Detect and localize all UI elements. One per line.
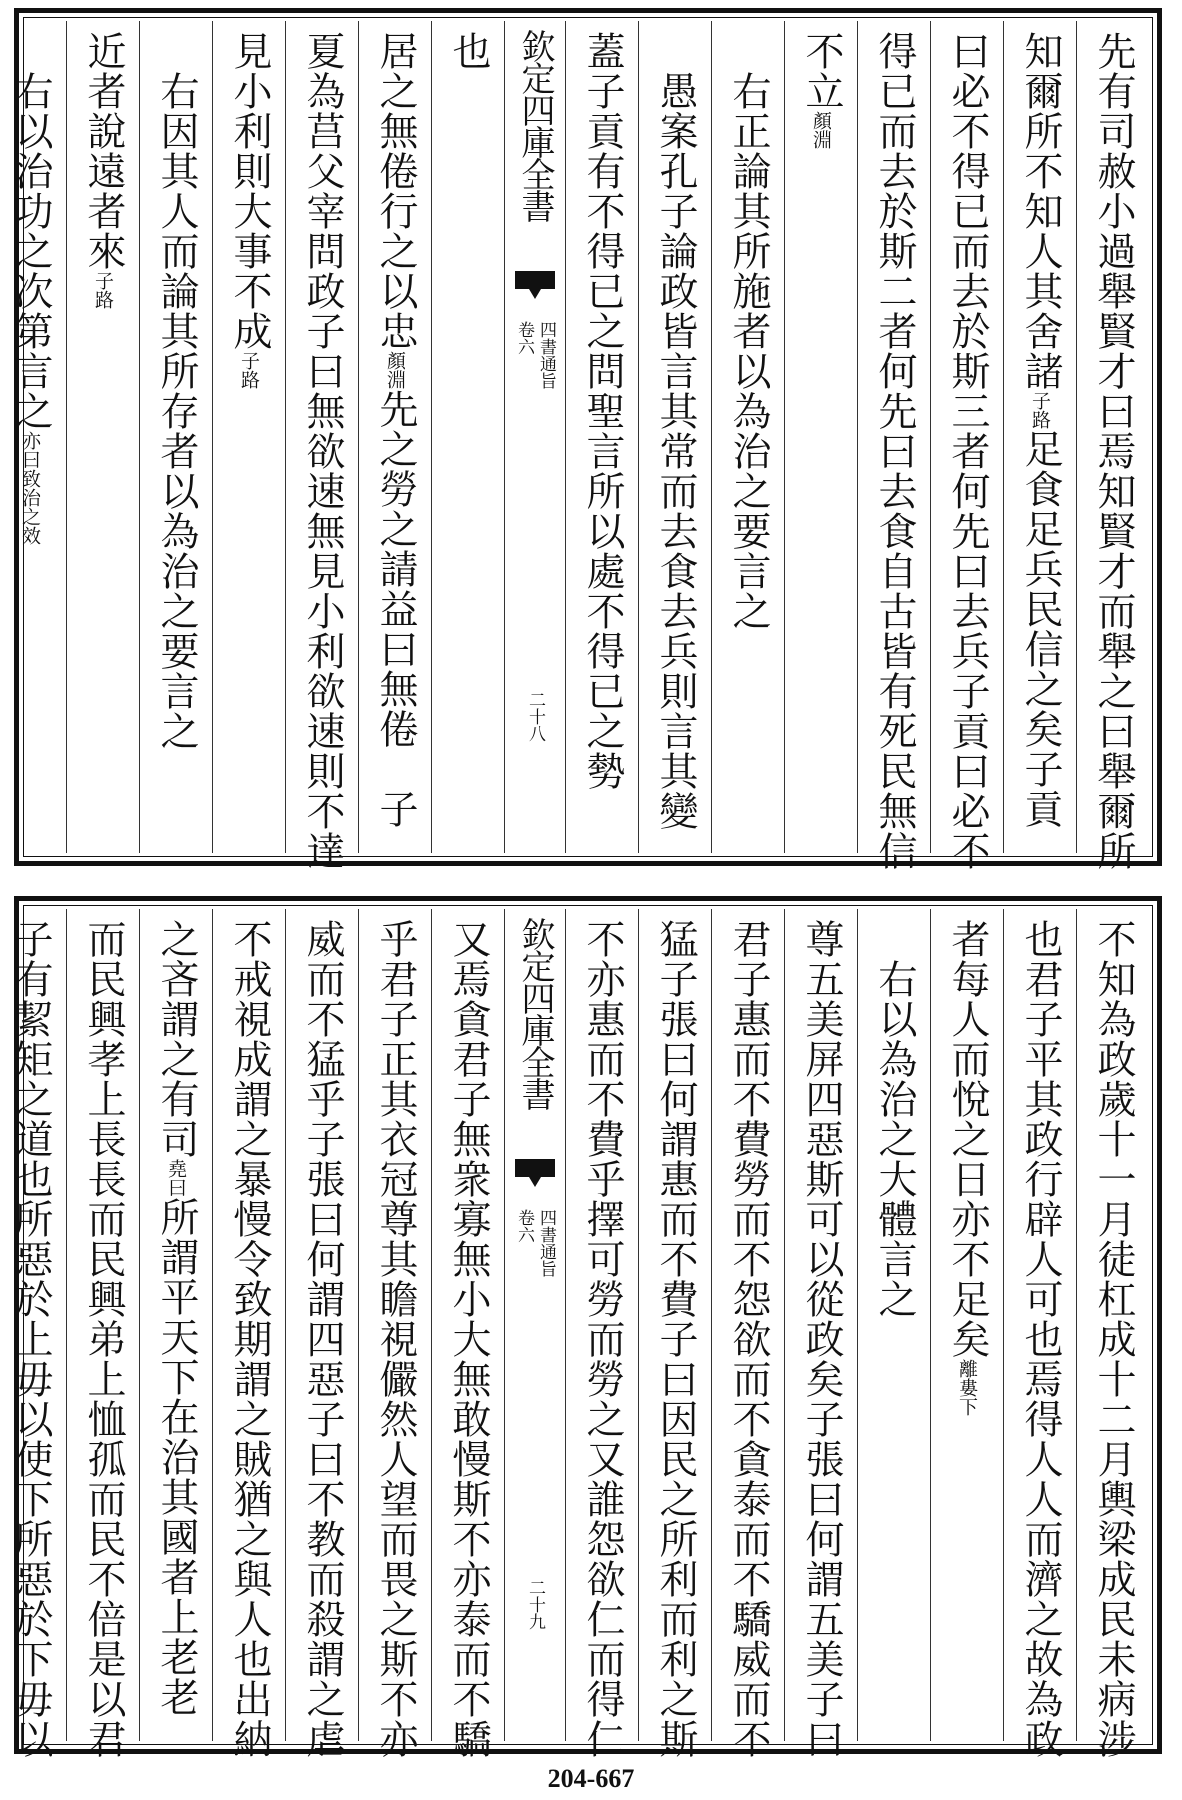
column-main-text: 右正論其所施者以為治之要言之	[726, 71, 771, 631]
column-annotation: 亦曰致治之效	[19, 431, 41, 545]
column-text	[566, 31, 638, 791]
column-main-text: 先有司赦小過舉賢才曰焉知賢才而舉之曰舉爾所	[1091, 31, 1136, 871]
column-text	[213, 919, 285, 1759]
text-column	[565, 909, 638, 1759]
column-text	[931, 31, 1003, 871]
text-column	[139, 909, 212, 1741]
column-main-text: 猛子張曰何謂惠而不費子曰因民之所利而利之斯	[653, 919, 698, 1759]
column-text	[785, 31, 857, 149]
text-column	[1003, 909, 1076, 1759]
lower-columns	[8, 909, 1149, 1759]
book-subtitle	[511, 321, 559, 389]
column-text	[785, 919, 857, 1759]
center-margin-column	[504, 21, 565, 853]
column-text	[639, 919, 711, 1759]
text-column	[857, 909, 930, 1741]
fish-tail-mark	[515, 1159, 555, 1177]
book-title: 欽定四庫全書	[515, 917, 555, 1109]
column-main-text: 知爾所不知人其舍諸	[1018, 31, 1063, 391]
column-text	[1077, 31, 1149, 871]
book-subtitle-name: 四書通旨	[536, 1209, 556, 1277]
column-main-text: 曰必不得已而去於斯三者何先曰去兵子貢曰必不	[945, 31, 990, 871]
column-text	[0, 71, 66, 545]
column-text	[286, 31, 358, 871]
column-text	[931, 919, 1003, 1416]
column-main-text: 而民興孝上長長而民興弟上恤孤而民不倍是以君	[81, 919, 126, 1759]
column-text	[858, 959, 930, 1319]
column-text	[359, 919, 431, 1759]
column-main-text: 也君子平其政行辟人可也焉得人人而濟之故為政	[1018, 919, 1063, 1759]
column-main-text: 居之無倦行之以忠	[373, 31, 418, 351]
text-column	[139, 21, 212, 853]
column-main-text: 右以治功之次第言之	[8, 71, 53, 431]
column-main-text: 近者說遠者來	[81, 31, 126, 271]
column-text	[67, 31, 139, 309]
book-subtitle-volume: 卷六	[514, 321, 534, 355]
column-continued-text: 所謂平天下在治其國者上老老	[154, 1197, 199, 1717]
column-main-text: 威而不猛乎子張曰何謂四惡子曰不教而殺謂之虐	[300, 919, 345, 1759]
column-text	[858, 31, 930, 871]
column-annotation: 子路	[1029, 391, 1051, 429]
text-column	[358, 909, 431, 1759]
column-annotation: 子路	[238, 351, 260, 389]
text-column	[638, 909, 711, 1759]
column-annotation: 顏淵	[384, 351, 406, 389]
column-main-text: 尊五美屏四惡斯可以從政矣子張曰何謂五美子曰	[799, 919, 844, 1759]
column-main-text: 右以為治之大體言之	[872, 959, 917, 1319]
upper-page	[8, 8, 1162, 871]
column-main-text: 君子惠而不費勞而不怨欲而不貪泰而不驕威而不	[726, 919, 771, 1759]
text-column	[784, 909, 857, 1759]
column-text	[1004, 31, 1076, 829]
column-main-text: 也	[446, 31, 491, 71]
page-number: 204-667	[547, 1764, 635, 1793]
column-text	[140, 919, 212, 1717]
text-column	[565, 21, 638, 853]
text-column	[711, 21, 784, 853]
book-subtitle-volume: 卷六	[514, 1209, 534, 1243]
column-main-text: 見小利則大事不成	[227, 31, 272, 351]
text-column	[930, 909, 1003, 1741]
column-text	[712, 919, 784, 1759]
text-column	[1003, 21, 1076, 853]
column-main-text: 不亦惠而不費乎擇可勞而勞之又誰怨欲仁而得仁	[580, 919, 625, 1759]
text-column	[285, 21, 358, 871]
column-text	[359, 31, 431, 829]
column-annotation: 離婁下	[956, 1359, 978, 1416]
column-annotation: 子路	[92, 271, 114, 309]
book-subtitle	[511, 1209, 559, 1277]
column-main-text: 右因其人而論其所存者以為治之要言之	[154, 71, 199, 751]
folio-number: 二十八	[525, 691, 545, 742]
column-main-text: 又焉貪君子無衆寡無小大無敢慢斯不亦泰而不驕	[446, 919, 491, 1759]
text-column	[358, 21, 431, 853]
text-column	[212, 21, 285, 853]
text-column	[66, 909, 139, 1759]
book-subtitle-name: 四書通旨	[536, 321, 556, 389]
text-column	[1076, 909, 1149, 1759]
text-column	[212, 909, 285, 1759]
column-main-text: 之吝謂之有司	[154, 919, 199, 1159]
text-column	[0, 909, 66, 1759]
column-text	[566, 919, 638, 1759]
text-column	[784, 21, 857, 853]
column-main-text: 不知為政歲十一月徒杠成十二月輿梁成民未病涉	[1091, 919, 1136, 1759]
column-main-text: 夏為莒父宰問政子曰無欲速無見小利欲速則不達	[300, 31, 345, 871]
column-text	[213, 31, 285, 389]
text-column	[930, 21, 1003, 871]
column-continued-text: 足食足兵民信之矣子貢	[1018, 429, 1063, 829]
column-main-text: 不戒視成謂之暴慢令致期謂之賊猶之與人也出納	[227, 919, 272, 1759]
column-main-text: 子有絜矩之道也所惡於上毋以使下所惡於下毋以	[8, 919, 53, 1759]
center-margin-column	[504, 909, 565, 1741]
column-text	[1004, 919, 1076, 1759]
column-text	[639, 71, 711, 831]
column-main-text: 愚案孔子論政皆言其常而去食去兵則言其變	[653, 71, 698, 831]
column-continued-text: 先之勞之請益曰無倦 子	[373, 389, 418, 829]
upper-columns	[8, 21, 1149, 871]
text-column	[711, 909, 784, 1759]
text-column	[1076, 21, 1149, 871]
column-main-text: 蓋子貢有不得已之問聖言所以處不得已之勢	[580, 31, 625, 791]
column-main-text: 乎君子正其衣冠尊其瞻視儼然人望而畏之斯不亦	[373, 919, 418, 1759]
text-column	[431, 21, 504, 853]
column-text	[712, 71, 784, 631]
lower-page	[8, 896, 1162, 1759]
column-annotation: 顏淵	[810, 111, 832, 149]
text-column	[857, 21, 930, 871]
column-main-text: 不立	[799, 31, 844, 111]
column-text	[286, 919, 358, 1759]
folio-number: 二十九	[525, 1579, 545, 1630]
text-column	[431, 909, 504, 1759]
column-text	[432, 31, 504, 71]
fish-tail-mark	[515, 271, 555, 289]
column-main-text: 得已而去於斯二者何先曰去食自古皆有死民無信	[872, 31, 917, 871]
text-column	[638, 21, 711, 853]
column-text	[432, 919, 504, 1759]
column-text	[140, 71, 212, 751]
column-text	[1077, 919, 1149, 1759]
column-annotation: 堯曰	[165, 1159, 187, 1197]
column-text	[67, 919, 139, 1759]
book-title: 欽定四庫全書	[515, 29, 555, 221]
column-main-text: 者每人而悅之日亦不足矣	[945, 919, 990, 1359]
text-column	[0, 21, 66, 853]
text-column	[66, 21, 139, 853]
text-column	[285, 909, 358, 1759]
column-text	[0, 919, 66, 1759]
